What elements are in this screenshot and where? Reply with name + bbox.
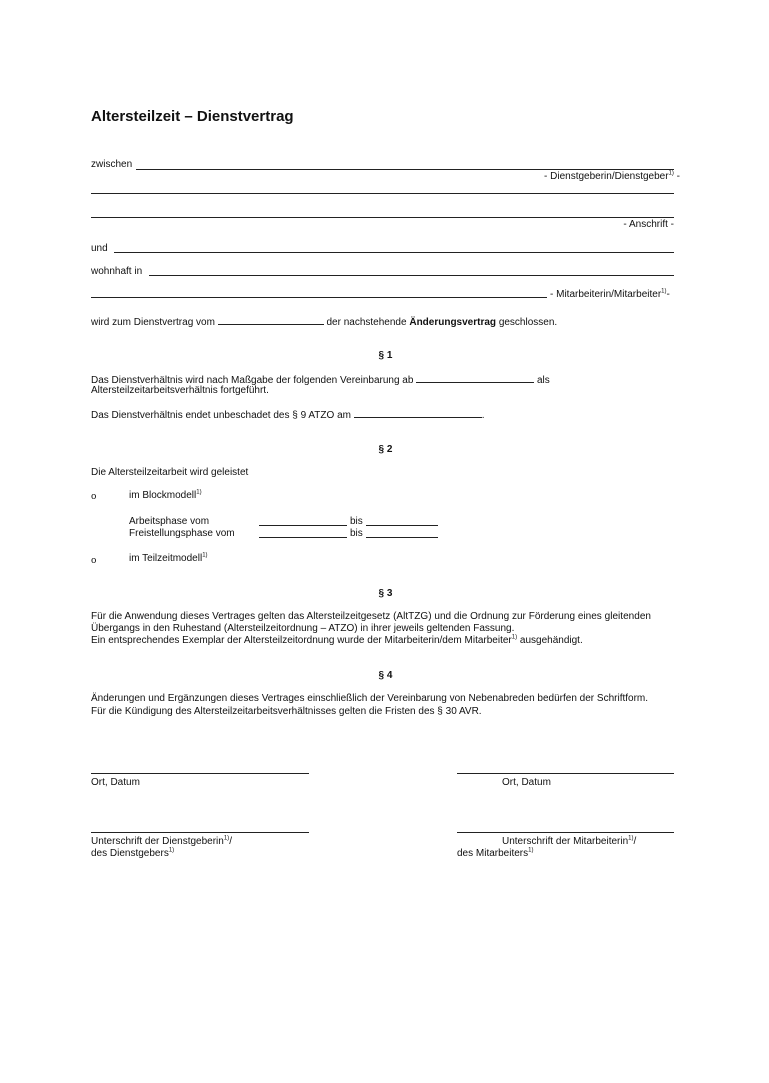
contract-date-blank[interactable]: [218, 315, 324, 325]
teilzeit-model-label: im Teilzeitmodell$^{1)}$: [129, 552, 208, 564]
end-date-blank[interactable]: [354, 408, 482, 418]
block-bullet-icon[interactable]: o: [91, 492, 97, 502]
section-1-line-1: Das Dienstverhältnis wird nach Maßgabe der folgenden Vereinbarung ab als: [91, 375, 550, 386]
section-1-heading: § 1: [378, 350, 393, 361]
employer-role-label: - Dienstgeberin/Dienstgeber$^{1)}$ -: [544, 170, 680, 182]
und-label: und: [91, 243, 108, 254]
employer-name-line[interactable]: [136, 169, 674, 170]
arbeitsphase-from-blank[interactable]: [259, 525, 347, 526]
employee-signature-line[interactable]: [457, 832, 674, 833]
employer-signature-label-2: des Dienstgebers$^{1)}$: [91, 847, 175, 859]
employer-address-line[interactable]: [91, 217, 674, 218]
employer-signature-line[interactable]: [91, 832, 309, 833]
teilzeit-bullet-icon[interactable]: o: [91, 556, 97, 566]
employee-extra-line[interactable]: [91, 297, 547, 298]
start-date-blank[interactable]: [416, 373, 534, 383]
block-model-label: im Blockmodell$^{1)}$: [129, 489, 202, 501]
section-2-intro: Die Altersteilzeitarbeit wird geleistet: [91, 467, 249, 478]
freistellung-label: Freistellungsphase vom: [129, 528, 235, 539]
employee-signature-label-2: des Mitarbeiters$^{1)}$: [457, 847, 534, 859]
freistellung-bis-label: bis: [350, 528, 363, 539]
wohnhaft-label: wohnhaft in: [91, 266, 143, 277]
employer-extra-line[interactable]: [91, 193, 674, 194]
section-4-line-1: Änderungen und Ergänzungen dieses Vertrages einschließlich der Vereinbarung von Nebenabreden bedürfen der Schriftform.: [91, 693, 649, 704]
employee-name-line[interactable]: [114, 252, 674, 253]
employee-address-line[interactable]: [149, 275, 674, 276]
section-4-line-2: Für die Kündigung des Altersteilzeitarbeitsverhältnisses gelten die Fristen des § 30 AVR.: [91, 706, 482, 717]
section-3-heading: § 3: [378, 588, 393, 599]
anschrift-label: - Anschrift -: [623, 219, 674, 230]
arbeitsphase-to-blank[interactable]: [366, 525, 438, 526]
right-place-date-label: Ort, Datum: [502, 777, 551, 788]
contract-sentence: wird zum Dienstvertrag vom der nachstehende Änderungsvertrag geschlossen.: [91, 317, 558, 328]
section-4-heading: § 4: [378, 670, 393, 681]
right-place-date-line[interactable]: [457, 773, 674, 774]
employee-role-label: - Mitarbeiterin/Mitarbeiter$^{1)}$-: [550, 288, 670, 300]
document-title: Altersteilzeit – Dienstvertrag: [91, 108, 294, 125]
employee-signature-label-1: Unterschrift der Mitarbeiterin$^{1)}$/: [502, 835, 637, 847]
section-2-heading: § 2: [378, 444, 393, 455]
section-1-line-2: Altersteilzeitarbeitsverhältnis fortgeführt.: [91, 385, 269, 396]
employer-signature-label-1: Unterschrift der Dienstgeberin$^{1)}$/: [91, 835, 232, 847]
arbeitsphase-label: Arbeitsphase vom: [129, 516, 210, 527]
left-place-date-line[interactable]: [91, 773, 309, 774]
section-3-line-3: Ein entsprechendes Exemplar der Altersteilzeitordnung wurde der Mitarbeiterin/dem Mitarbeiter$^{1)}$ ausgehändigt.: [91, 634, 583, 646]
freistellung-to-blank[interactable]: [366, 537, 438, 538]
section-1-end-line: Das Dienstverhältnis endet unbeschadet des § 9 ATZO am .: [91, 410, 485, 421]
section-3-line-2: Übergangs in den Ruhestand (Altersteilzeitordnung – ATZO) in ihrer jeweils geltenden Fassung.: [91, 623, 515, 634]
left-place-date-label: Ort, Datum: [91, 777, 140, 788]
arbeitsphase-bis-label: bis: [350, 516, 363, 527]
freistellung-from-blank[interactable]: [259, 537, 347, 538]
section-3-line-1: Für die Anwendung dieses Vertrages gelten das Altersteilzeitgesetz (AltTZG) und die Ordnung zur Förderung eines gleitenden: [91, 611, 651, 622]
zwischen-label: zwischen: [91, 159, 133, 170]
